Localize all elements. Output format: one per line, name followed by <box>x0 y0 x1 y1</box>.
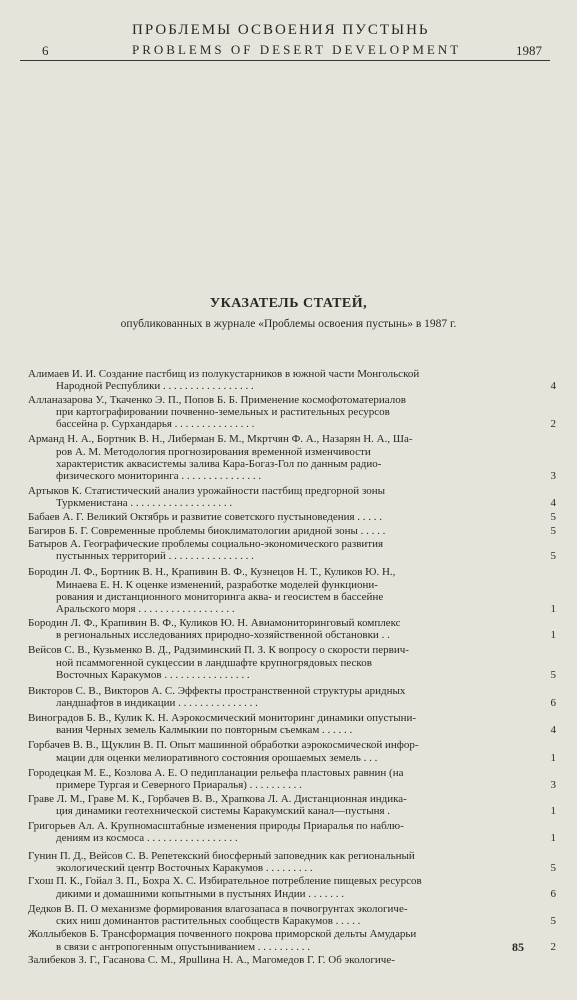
entry-line: Виноградов Б. В., Кулик К. Н. Аэрокосмический мониторинг динамики опустыни- <box>28 711 417 724</box>
entry-issue-number: 1 <box>550 603 556 616</box>
index-entry <box>28 767 558 792</box>
entry-line: Залибеков З. Г., Гасанова С. М., Ярullина Н. А., Магомедов Г. Г. Об экологиче- <box>28 954 395 967</box>
entry-issue-number: 1 <box>550 628 556 641</box>
index-entry <box>28 793 558 818</box>
entry-line: Артыков К. Статистический анализ урожайности пастбищ предгорной зоны <box>28 484 386 497</box>
entry-line: Алланазарова У., Ткаченко Э. П., Попов Б. Б. Применение космофотоматериалов <box>28 393 406 406</box>
entry-line: ной псаммогенной сукцессии в ландшафте крупногрядовых песков <box>56 656 372 669</box>
index-entry <box>28 850 558 875</box>
index-entry <box>28 433 558 482</box>
entry-issue-number: 5 <box>550 668 556 681</box>
entry-line: примере Тургая и Северного Приаралья) . . . . . . . . . . <box>56 779 302 792</box>
entry-line: Аральского моря . . . . . . . . . . . . . . . . . . <box>56 603 235 616</box>
entry-line: при картографировании почвенно-земельных и растительных ресурсов <box>56 405 390 418</box>
entry-line: Туркменистана . . . . . . . . . . . . . . . . . . . <box>56 496 233 509</box>
index-entry <box>28 511 558 523</box>
entry-line: Жоллыбеков Б. Трансформация почвенного покрова приморской дельты Амударьи <box>28 928 417 941</box>
entry-issue-number: 5 <box>550 915 556 928</box>
entry-line: характеристик аквасистемы залива Кара-Богаз-Гол по данным радио- <box>56 458 382 471</box>
entry-line: рования и дистанционного мониторинга аква- и геосистем в бассейне <box>56 591 384 604</box>
entry-line: ров А. М. Методология прогнозирования временной изменчивости <box>56 445 371 458</box>
entry-line: Бородин Л. Ф., Бортник В. Н., Крапивин В. Ф., Кузнецов Н. Т., Куликов Ю. Н., <box>28 566 396 579</box>
entry-line: Горбачев В. В., Щуклин В. П. Опыт машинной обработки аэрокосмической инфор- <box>28 739 419 752</box>
index-entry <box>28 525 558 537</box>
entry-line: Восточных Каракумов . . . . . . . . . . . . . . . . <box>56 668 250 681</box>
journal-title-en: PROBLEMS OF DESERT DEVELOPMENT <box>132 42 462 57</box>
entry-line: экологический центр Восточных Каракумов . . . . . . . . . <box>56 861 313 874</box>
entry-issue-number: 4 <box>550 724 556 737</box>
entry-line: Бабаев А. Г. Великий Октябрь и развитие советского пустыноведения . . . . . <box>28 511 383 524</box>
entry-line: Дедков В. П. О механизме формирования влагозапаса в почвогрунтах экологиче- <box>28 902 408 915</box>
entry-line: дикими и домашними копытными в пустынях Индии . . . . . . . <box>56 887 344 900</box>
index-entry <box>28 903 558 928</box>
entry-line: Багиров Б. Г. Современные проблемы биоклиматологии аридной зоны . . . . . <box>28 524 386 537</box>
index-entry <box>28 617 558 642</box>
entry-line: в связи с антропогенным опустыниванием . . . . . . . . . . <box>56 940 311 953</box>
entry-line: ландшафтов в индикации . . . . . . . . . . . . . . . <box>56 697 258 710</box>
index-entry <box>28 644 558 681</box>
entry-issue-number: 5 <box>550 861 556 874</box>
entry-issue-number: 5 <box>550 524 556 537</box>
index-entry <box>28 368 558 393</box>
index-entry <box>28 485 558 510</box>
entry-line: ция динамики геотехнической системы Каракумский канал—пустыня . <box>56 804 391 817</box>
running-header <box>20 8 550 61</box>
entry-issue-number: 3 <box>550 779 556 792</box>
entry-issue-number: 3 <box>550 470 556 483</box>
entry-line: Вейсов С. В., Кузьменко В. Д., Радзиминский П. З. К вопросу о скорости первич- <box>28 644 409 657</box>
entry-line: Гунин П. Д., Вейсов С. В. Репетекский биосферный заповедник как региональный <box>28 849 415 862</box>
entry-line: в региональных исследованиях природно-хозяйственной обстановки . . <box>56 628 390 641</box>
entry-line: вания Черных земель Калмыкии по повторным съемкам . . . . . . <box>56 724 353 737</box>
entry-line: Минаева Е. Н. К оценке изменений, разработке моделей функциони- <box>56 578 378 591</box>
index-entry <box>28 928 558 953</box>
index-entry <box>28 820 558 845</box>
entry-issue-number: 1 <box>550 751 556 764</box>
entry-line: Бородин Л. Ф., Крапивин В. Ф., Куликов Ю. Н. Авиамониторинговый комплекс <box>28 616 401 629</box>
entry-line: дениям из космоса . . . . . . . . . . . . . . . . . <box>56 832 238 845</box>
index-title: УКАЗАТЕЛЬ СТАТЕЙ, <box>209 296 368 311</box>
entry-line: пустынных территорий . . . . . . . . . . . . . . . . <box>56 550 254 563</box>
index-subtitle: опубликованных в журнале «Проблемы освоения пустынь» в 1987 г. <box>120 318 457 330</box>
entry-line: физического мониторинга . . . . . . . . . . . . . . . <box>56 470 262 483</box>
entry-line: мации для оценки мелиоративного состояния орошаемых земель . . . <box>56 751 378 764</box>
index-entry <box>28 875 558 900</box>
entry-issue-number: 5 <box>550 550 556 563</box>
index-entry <box>28 954 558 966</box>
entry-line: ских ниш доминантов растительных сообществ Каракумов . . . . . <box>56 915 361 928</box>
entry-issue-number: 5 <box>550 511 556 524</box>
entry-line: Народной Республики . . . . . . . . . . . . . . . . . <box>56 380 254 393</box>
index-entry <box>28 685 558 710</box>
year: 1987 <box>516 43 542 58</box>
entry-issue-number: 2 <box>550 940 556 953</box>
article-index-list <box>28 368 558 966</box>
index-entry <box>28 538 558 563</box>
entry-line: Викторов С. В., Викторов А. С. Эффекты пространственной структуры аридных <box>28 685 406 698</box>
page-number: 85 <box>512 940 524 954</box>
index-entry <box>28 712 558 737</box>
entry-line: Батыров А. Географические проблемы социально-экономического развития <box>28 537 384 550</box>
issue-number: 6 <box>42 43 49 58</box>
entry-issue-number: 6 <box>550 887 556 900</box>
entry-line: Гхош П. К., Гойал З. П., Бохра Х. С. Избирательное потребление пищевых ресурсов <box>28 875 422 888</box>
entry-line: Григорьев Ал. А. Крупномасштабные изменения природы Приаралья по наблю- <box>28 820 404 833</box>
journal-title-ru: ПРОБЛЕМЫ ОСВОЕНИЯ ПУСТЫНЬ <box>132 22 430 38</box>
entry-line: Алимаев И. И. Создание пастбищ из полукустарников в южной части Монгольской <box>28 368 420 380</box>
entry-issue-number: 6 <box>550 697 556 710</box>
entry-line: Граве Л. М., Граве М. К., Горбачев В. В., Храпкова Л. А. Дистанционная индика- <box>28 792 407 805</box>
index-entry <box>28 739 558 764</box>
entry-issue-number: 1 <box>550 804 556 817</box>
entry-line: Арманд Н. А., Бортник В. Н., Либерман Б. М., Мкртчян Ф. А., Назарян Н. А., Ша- <box>28 433 413 446</box>
entry-issue-number: 4 <box>550 496 556 509</box>
entry-line: Городецкая М. Е., Козлова А. Е. О педипланации рельефа пластовых равнин (на <box>28 766 404 779</box>
entry-line: бассейна р. Сурхандарья . . . . . . . . . . . . . . . <box>56 418 255 431</box>
entry-issue-number: 4 <box>550 380 556 393</box>
index-entry <box>28 394 558 431</box>
index-entry <box>28 566 558 615</box>
entry-issue-number: 1 <box>550 832 556 845</box>
entry-issue-number: 2 <box>550 418 556 431</box>
